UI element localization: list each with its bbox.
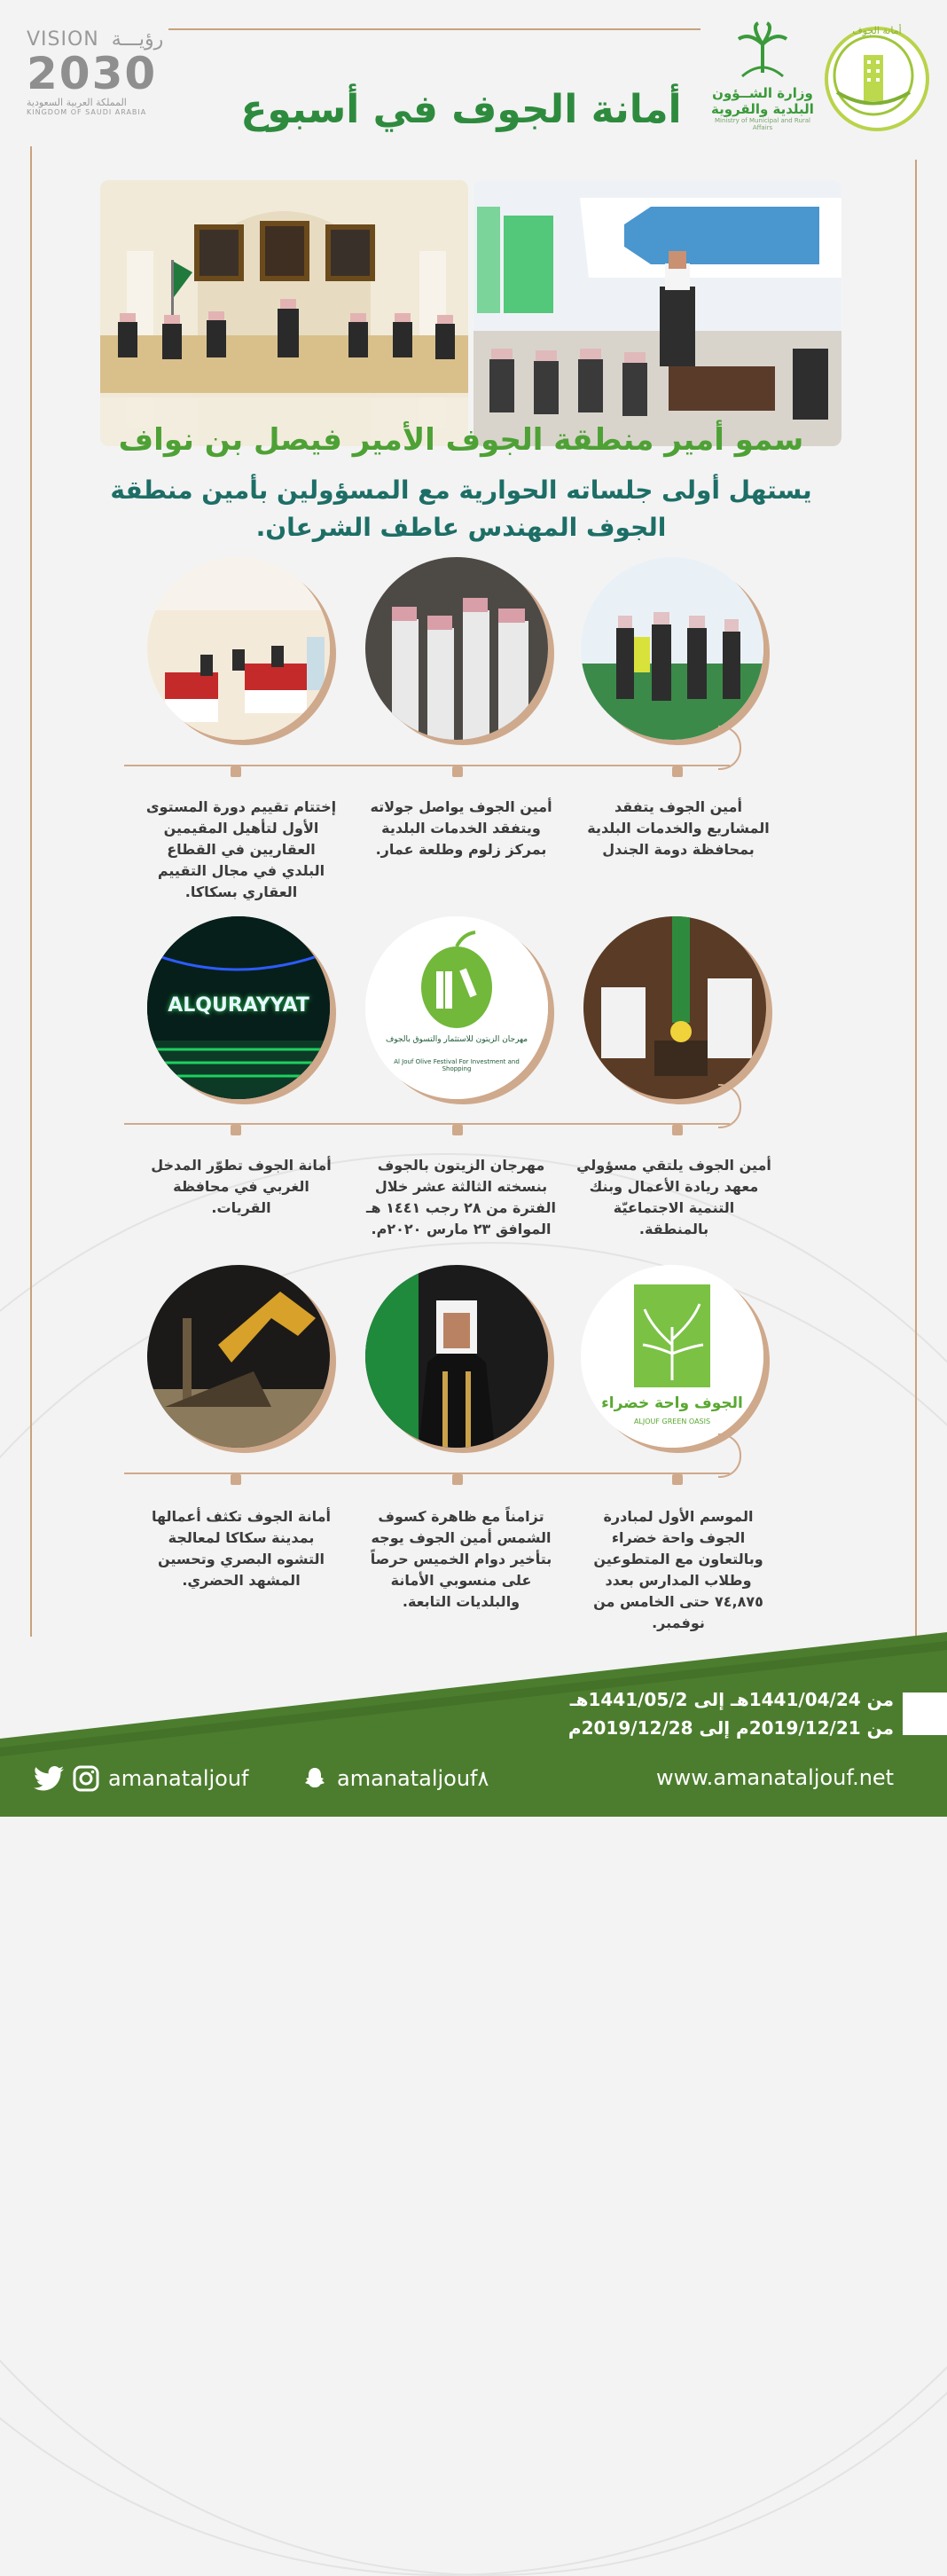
twitter-instagram-handle[interactable]: amanataljouf xyxy=(108,1766,249,1791)
headline-subtitle xyxy=(80,472,842,546)
news-image-2 xyxy=(365,557,548,740)
news-image-4 xyxy=(583,916,766,1099)
news-image-3 xyxy=(147,557,330,740)
kingdom-en-text: KINGDOM OF SAUDI ARABIA xyxy=(27,108,147,116)
news-caption-8: تزامناً مع ظاهرة كسوف الشمس أمين الجوف يوجه بتأخير دوام الخميس حرصاً على منسوبي الأمانة والبلديات التابعة. xyxy=(370,1508,552,1610)
timeline-marker xyxy=(672,1125,683,1135)
social-twitter-instagram[interactable] xyxy=(34,1765,249,1792)
timeline-marker xyxy=(452,766,463,777)
news-image-9 xyxy=(147,1265,330,1448)
timeline-marker xyxy=(231,1474,241,1485)
timeline-curve-2 xyxy=(718,1084,741,1128)
headline-subtitle-line1: يستهل أولى جلساته الحوارية مع المسؤولين بأمين منطقة xyxy=(110,475,812,505)
timeline-line-2 xyxy=(124,1123,730,1125)
news-image-1 xyxy=(581,557,763,740)
timeline-marker xyxy=(231,1125,241,1135)
meeting-hall-photo xyxy=(100,180,468,446)
palm-swords-icon xyxy=(732,20,794,82)
date-box xyxy=(903,1692,947,1735)
amana-jouf-logo xyxy=(825,27,929,131)
news-caption-9: أمانة الجوف تكثف أعمالها بمدينة سكاكا لمعالجة التشوه البصري وتحسين المشهد الحضري. xyxy=(151,1508,332,1589)
news-caption-7: الموسم الأول لمبادرة الجوف واحة خضراء وبالتعاون مع المتطوعين وطلاب المدارس بعدد ٧٤,٨٧٥ حتى الخامس من نوفمبر. xyxy=(593,1508,763,1631)
date-hijri: من 1441/04/24هـ إلى 1441/05/2هـ xyxy=(569,1689,894,1710)
news-caption-5: مهرجان الزيتون بالجوف بنسخته الثالثة عشر خلال الفترة من ٢٨ رجب ١٤٤١ هـ الموافق ٢٣ مارس ٢٠٢٠م. xyxy=(366,1157,556,1237)
timeline-marker xyxy=(452,1125,463,1135)
timeline-curve-1 xyxy=(718,726,741,770)
website-url[interactable]: www.amanataljouf.net xyxy=(656,1765,895,1790)
headline-subtitle-line2: الجوف المهندس عاطف الشرعان. xyxy=(255,513,667,542)
date-gregorian: من 2019/12/21م إلى 2019/12/28م xyxy=(567,1717,894,1739)
snapchat-icon[interactable] xyxy=(301,1765,328,1792)
page-title: أمانة الجوف في أسبوع xyxy=(240,87,682,132)
timeline-line-1 xyxy=(124,765,730,766)
timeline-marker xyxy=(672,766,683,777)
news-caption-6: أمانة الجوف تطوّر المدخل الغربي في محافظة القريات. xyxy=(151,1157,332,1216)
right-border-line xyxy=(915,160,917,1637)
date-range xyxy=(568,1685,894,1742)
ministry-en: Ministry of Municipal and Rural Affairs xyxy=(714,117,811,131)
timeline-line-3 xyxy=(124,1473,730,1474)
olive-festival-ar: مهرجان الزيتون للاستثمار والتسوق بالجوف xyxy=(385,1035,528,1044)
kingdom-ar-text: المملكة العربية السعودية xyxy=(27,97,127,108)
vision-en-text: VISION xyxy=(27,28,99,51)
alqurayyat-sign: ALQURAYYAT xyxy=(168,994,309,1017)
vision-ar-text: رؤيـــة xyxy=(111,28,164,51)
timeline-marker xyxy=(672,1474,683,1485)
snapchat-handle[interactable]: amanataljouf٨ xyxy=(337,1766,489,1791)
timeline-marker xyxy=(231,766,241,777)
amana-building-icon xyxy=(828,30,919,121)
left-border-line xyxy=(30,146,32,1637)
social-snapchat[interactable] xyxy=(301,1765,489,1792)
news-caption-4: أمين الجوف يلتقي مسؤولي معهد ريادة الأعمال وبنك التنمية الاجتماعيّة بالمنطقة. xyxy=(576,1157,771,1237)
twitter-icon[interactable] xyxy=(34,1765,64,1792)
speaker-podium-photo xyxy=(474,180,841,446)
ministry-line1: وزارة الشــؤون xyxy=(712,85,813,101)
vision-2030-logo xyxy=(27,28,164,116)
green-oasis-en: ALJOUF GREEN OASIS xyxy=(633,1418,711,1425)
amana-logo-text: أمانة الجوف xyxy=(852,25,902,36)
vision-year-text: 2030 xyxy=(27,48,158,99)
ministry-line2: البلدية والقروية xyxy=(711,101,814,117)
green-oasis-ar: الجوف واحة خضراء xyxy=(601,1394,743,1412)
news-caption-2: أمين الجوف يواصل جولاته ويتفقد الخدمات البلدية بمركز زلوم وطلعة عمار. xyxy=(370,798,552,858)
news-image-6 xyxy=(147,916,330,1099)
timeline-marker xyxy=(452,1474,463,1485)
website-link[interactable] xyxy=(656,1765,894,1790)
headline-title: سمو أمير منطقة الجوف الأمير فيصل بن نواف xyxy=(118,422,804,458)
instagram-icon[interactable] xyxy=(73,1765,99,1792)
olive-festival-en: Al Jouf Olive Festival For Investment and Shopping xyxy=(394,1058,520,1072)
ministry-logo xyxy=(709,20,816,135)
news-image-7 xyxy=(581,1265,763,1448)
header-divider xyxy=(168,28,700,30)
news-caption-3: إختتام تقييم دورة المستوى الأول لتأهيل المقيمين العقاريين في القطاع البلدي في مجال التقييم العقاري بسكاكا. xyxy=(145,798,337,900)
news-image-8 xyxy=(365,1265,548,1448)
news-caption-1: أمين الجوف يتفقد المشاريع والخدمات البلدية بمحافظة دومة الجندل xyxy=(587,798,770,858)
news-image-5 xyxy=(365,916,548,1099)
